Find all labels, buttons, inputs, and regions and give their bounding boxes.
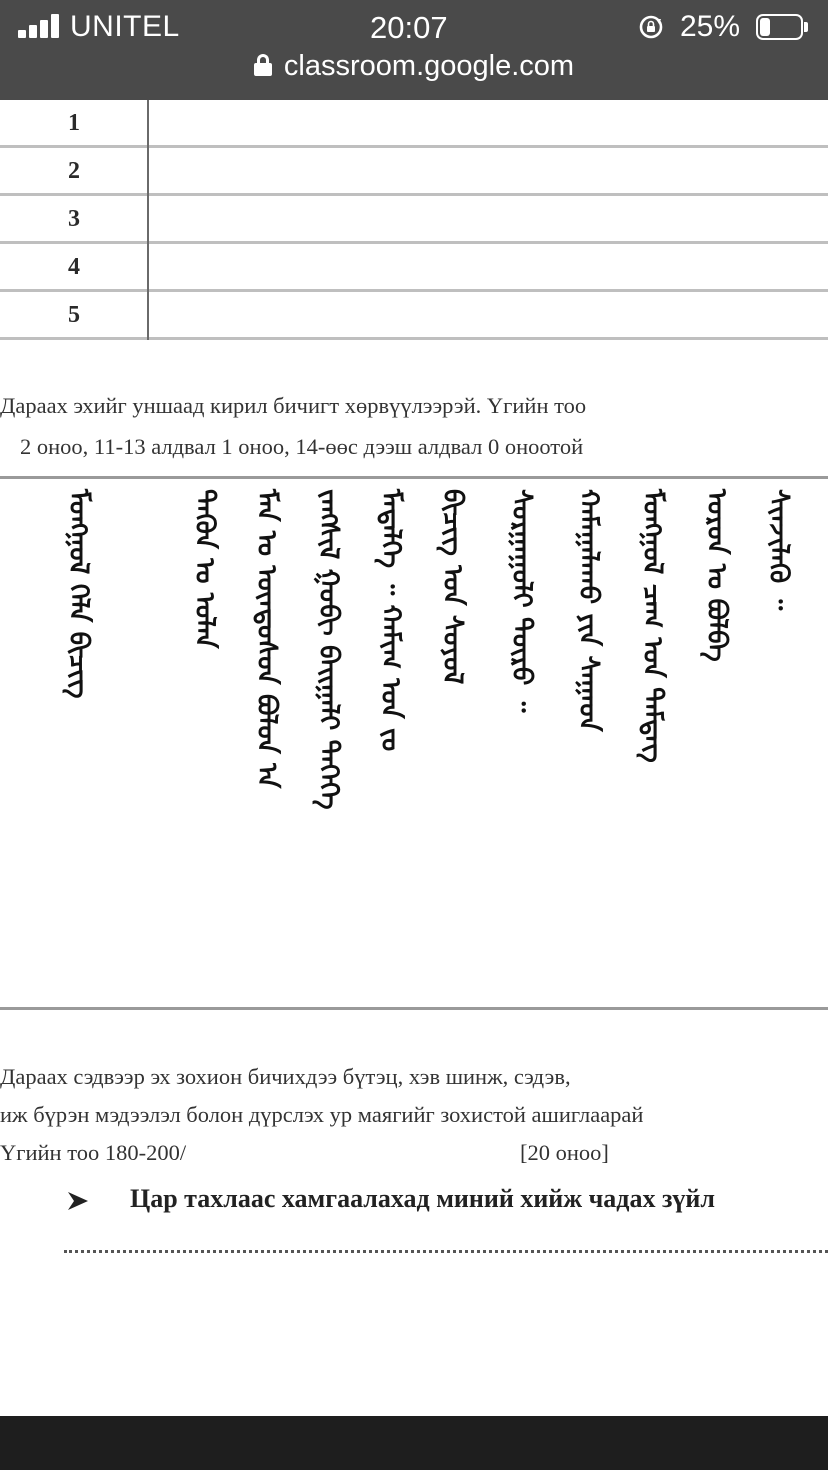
table-row bbox=[0, 100, 828, 148]
mongolian-script-text bbox=[0, 481, 828, 1007]
task-instruction-line: иж бүрэн мэдээлэл болон дүрслэх ур маягийг зохистой ашиглаарай bbox=[0, 1102, 644, 1127]
rotation-lock-icon bbox=[638, 14, 664, 40]
mongolian-column: ᠮᠠᠨ ᠤ ᠦᠨᠳᠦᠰᠦᠨ ᠪᠣᠯᠤᠨ ᠠ bbox=[251, 489, 282, 789]
battery-icon bbox=[756, 14, 808, 40]
url-text: classroom.google.com bbox=[283, 50, 575, 82]
mongolian-column: ᠵᠠᠩᠰᠢᠯ ᠭᠤᠪᠢ ᠪᠠᠢᠭᠠᠯᠢ ᠳᠡᠭᠡᠭᠡ bbox=[313, 489, 344, 810]
mongolian-column: ᠮᠡᠳᠡᠯᠭᠡ ᠃ ᠬᠠᠮᠢᠭ ᠤᠨ ᠵᠤ bbox=[375, 489, 406, 752]
answer-dotted-line bbox=[64, 1250, 828, 1253]
mongolian-column: ᠲᠡᠭᠦᠨ ᠤ ᠣᠯᠠᠨ bbox=[189, 489, 220, 649]
divider bbox=[0, 476, 828, 479]
row-number: 2 bbox=[68, 158, 80, 184]
table-row bbox=[0, 244, 828, 292]
divider bbox=[0, 1007, 828, 1010]
lock-icon bbox=[254, 54, 272, 76]
mongolian-column: ᠬᠠᠮᠠᠭᠠᠯᠠᠬᠤ ᠶᠢᠨ ᠰᠠᠭᠠᠳ bbox=[573, 489, 604, 732]
task-instruction-line: 2 оноо, 11-13 алдвал 1 оноо, 14-өөс дээш алдвал 0 оноотой bbox=[20, 434, 584, 459]
mongolian-column: ᠰᠤᠷᠭᠠᠭᠤᠯᠢ ᠲᠥᠷᠦ ᠃ bbox=[506, 489, 537, 713]
essay-topic: Цар тахлаас хамгаалахад миний хийж чадах зүйл bbox=[130, 1184, 715, 1213]
status-bar bbox=[0, 0, 828, 100]
bottom-toolbar bbox=[0, 1416, 828, 1470]
mongolian-column: ᠣᠷᠣᠨ ᠤ ᠪᠣᠯᠪᠠ bbox=[701, 489, 732, 662]
task-instruction-line: Дараах эхийг уншаад кирил бичигт хөрвүүлээрэй. Үгийн тоо bbox=[0, 393, 587, 418]
row-number: 1 bbox=[68, 110, 80, 136]
mongolian-column: ᠮᠣᠩᠭᠣᠯ ᠴᠠᠭ ᠤᠨ ᠲᠡᠮᠳᠡᠭ bbox=[637, 489, 668, 763]
clock: 20:07 bbox=[370, 10, 448, 45]
table-row bbox=[0, 148, 828, 196]
url-bar[interactable] bbox=[0, 50, 828, 83]
table-row bbox=[0, 196, 828, 244]
row-number: 5 bbox=[68, 302, 80, 328]
battery-percent: 25% bbox=[680, 10, 741, 43]
carrier-name: UNITEL bbox=[70, 10, 180, 43]
signal-icon bbox=[18, 14, 62, 38]
row-number: 4 bbox=[68, 254, 80, 280]
points-label: [20 оноо] bbox=[520, 1140, 609, 1165]
task-instruction-line: Дараах сэдвээр эх зохион бичихдээ бүтэц, хэв шинж, сэдэв, bbox=[0, 1064, 571, 1089]
mongolian-column: ᠮᠣᠩᠭᠣᠯ ᠬᠡᠯᠡ ᠪᠢᠴᠢᠭ bbox=[63, 489, 94, 699]
arrow-bullet-icon bbox=[66, 1190, 90, 1212]
row-number: 3 bbox=[68, 206, 80, 232]
answer-table bbox=[0, 100, 828, 340]
mongolian-column: ᠪᠢᠴᠢᠭ ᠤᠨ ᠰᠣᠶᠣᠯ bbox=[437, 489, 468, 685]
mongolian-column: ᠰᠢᠨᠵᠢᠯᠡᠬᠦ ᠃ bbox=[763, 489, 794, 611]
table-row bbox=[0, 292, 828, 340]
word-count-note: Үгийн тоо 180-200/ bbox=[0, 1140, 187, 1165]
